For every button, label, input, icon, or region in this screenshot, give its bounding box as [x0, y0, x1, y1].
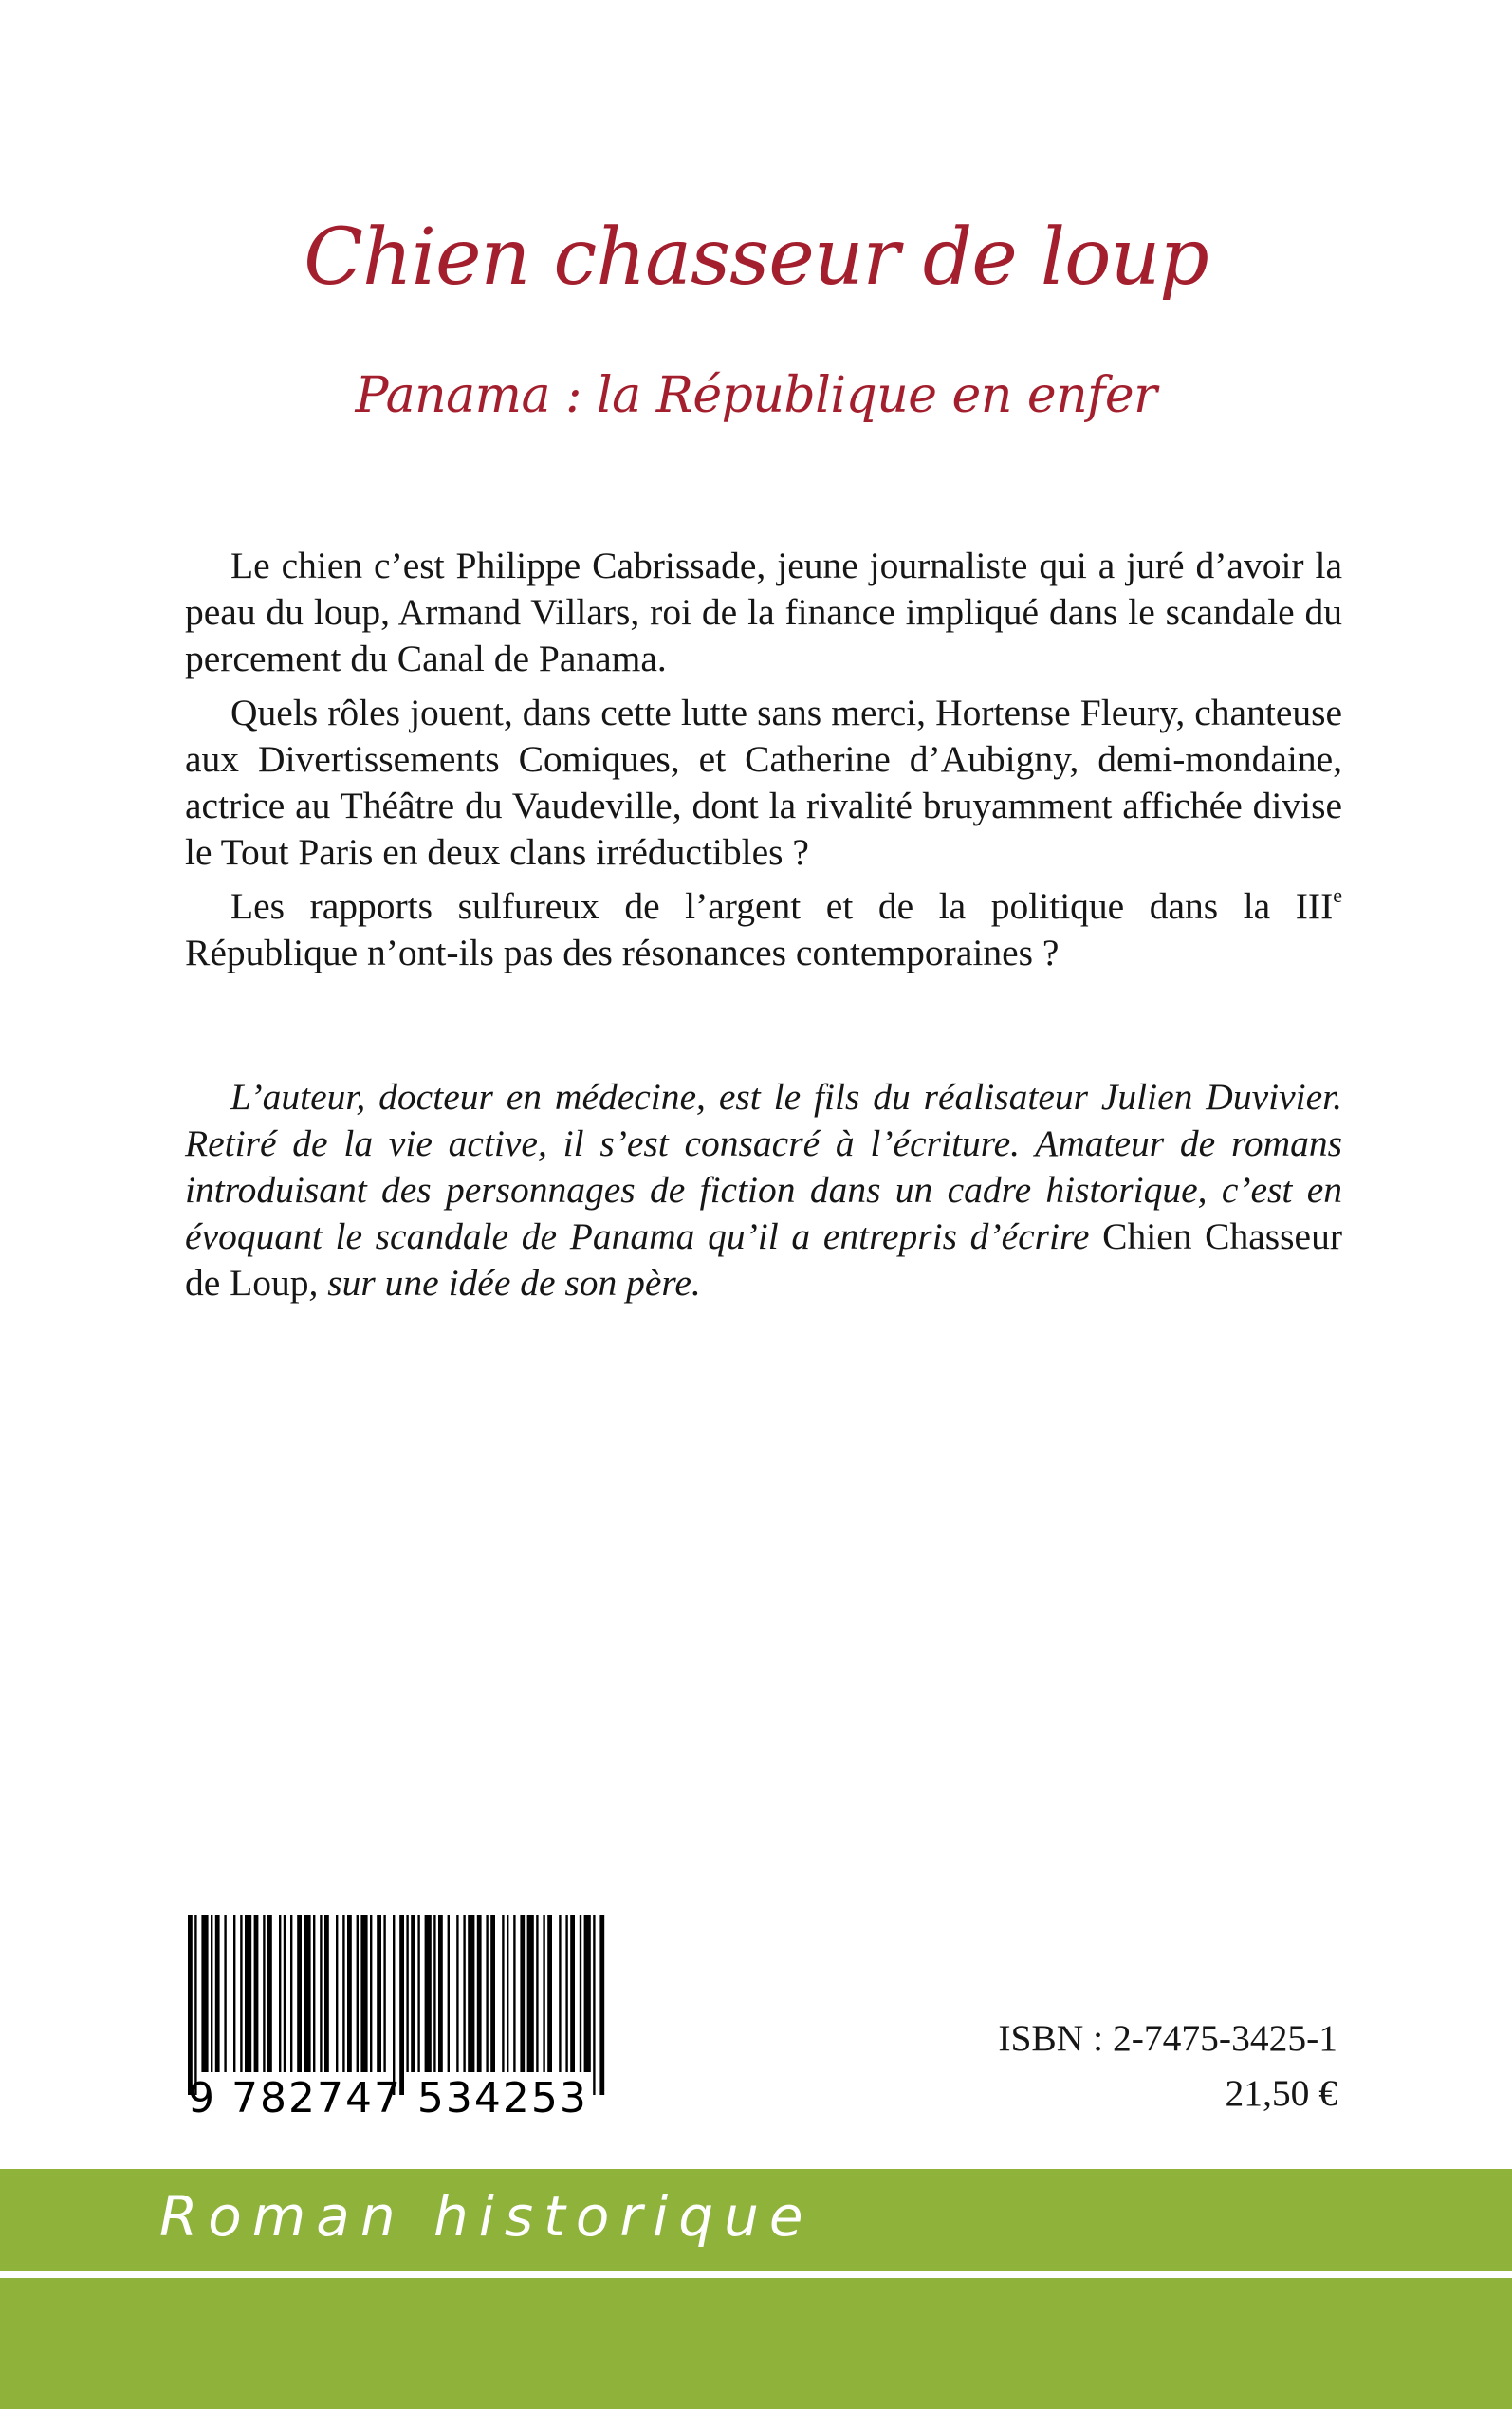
superscript-e: e	[1333, 883, 1342, 907]
barcode-bar	[347, 1915, 352, 2072]
price: 21,50 €	[1225, 2072, 1337, 2114]
barcode-bar	[320, 1915, 322, 2072]
barcode-bar	[324, 1915, 329, 2072]
barcode-bar	[425, 1915, 432, 2072]
barcode-bar	[370, 1915, 372, 2072]
barcode-bar	[245, 1915, 251, 2072]
footer-band	[0, 2169, 1512, 2409]
barcode-bar	[284, 1915, 286, 2072]
barcode-bar	[357, 1915, 359, 2072]
summary-paragraph-3-start: Les rapports sulfureux de l’argent et de la politique dans la III	[230, 885, 1334, 927]
summary-paragraph-2: Quels rôles jouent, dans cette lutte sans merci, Hortense Fleury, chanteuse aux Divertissements Comiques, et Catherine d’Aubigny, demi-mondaine, actrice au Théâtre du Vaudeville, dont la rivalité bruyamment affichée divise le Tout Paris en deux clans irréductibles ?	[185, 692, 1342, 873]
barcode-bar	[304, 1915, 310, 2072]
barcode-bar	[547, 1915, 552, 2072]
barcode-bar	[599, 1915, 604, 2095]
barcode-bar	[224, 1915, 226, 2072]
barcode-bar	[448, 1915, 450, 2072]
barcode-bar	[297, 1915, 302, 2072]
author-bio-part-2: , sur une idée de son père.	[308, 1262, 701, 1304]
barcode-bar	[520, 1915, 525, 2072]
barcode-bar	[593, 1915, 595, 2095]
summary-text	[185, 543, 1342, 984]
barcode-bar	[565, 1915, 567, 2072]
barcode-bar	[267, 1915, 272, 2072]
footer-bottom-band	[0, 2278, 1512, 2409]
barcode-bar	[477, 1915, 482, 2072]
barcode-bar	[399, 1915, 404, 2095]
book-subtitle: Panama : la République en enfer	[355, 367, 1157, 424]
book-title: Chien chasseur de loup	[304, 213, 1208, 303]
barcode-bar	[360, 1915, 367, 2072]
barcode-bar	[263, 1915, 265, 2072]
barcode-bar	[279, 1915, 281, 2072]
barcode-bar	[313, 1915, 315, 2072]
barcode-bar	[570, 1915, 575, 2072]
summary-paragraph-1: Le chien c’est Philippe Cabrissade, jeune journaliste qui a juré d’avoir la peau du loup, Armand Villars, roi de la finance impliqué dans le scandale du percement du Canal de Panama.	[185, 545, 1342, 679]
barcode-bar	[543, 1915, 544, 2072]
author-bio-part-1: L’auteur, docteur en médecine, est le fils du réalisateur Julien Duvivier. Retiré de la vie active, il s’est consacré à l’écriture. Amateur de romans introduisant des personnages de fiction dans un cadre historique, c’est en évoquant le scandale de Panama qu’il a entrepris d’écrire	[185, 1076, 1342, 1257]
summary-paragraph-3	[185, 883, 1342, 976]
barcode-bar	[406, 1915, 408, 2072]
barcode-bar	[536, 1915, 538, 2072]
barcode-bar	[433, 1915, 435, 2072]
barcode-bar	[290, 1915, 292, 2072]
barcode-bar	[393, 1915, 395, 2095]
genre-label: Roman historique	[159, 2184, 814, 2249]
barcode-bar	[456, 1915, 458, 2072]
author-bio	[185, 1074, 1342, 1306]
summary-paragraph-3-end: République n’ont-ils pas des résonances contemporaines ?	[185, 932, 1060, 973]
author-bio-book-title: Chien Chasseur de Loup	[185, 1215, 1342, 1304]
isbn: ISBN : 2-7475-3425-1	[998, 2017, 1337, 2059]
barcode-bar	[215, 1915, 220, 2072]
barcode-bar	[417, 1915, 419, 2072]
barcode-bar	[463, 1915, 465, 2072]
barcode	[188, 1915, 605, 2123]
barcode-bar	[233, 1915, 235, 2072]
barcode-digits: 9 782747 534253	[188, 2074, 588, 2122]
barcode-bar	[240, 1915, 242, 2072]
barcode-bar	[342, 1915, 344, 2072]
barcode-bar	[411, 1915, 415, 2072]
barcode-bar	[502, 1915, 504, 2072]
barcode-bar	[211, 1915, 212, 2072]
barcode-bar	[254, 1915, 259, 2072]
barcode-bar	[194, 1915, 196, 2095]
genre-band	[0, 2169, 1512, 2271]
barcode-bar	[559, 1915, 561, 2072]
barcode-bar	[490, 1915, 495, 2072]
barcode-bar	[507, 1915, 508, 2072]
barcode-bar	[438, 1915, 443, 2072]
barcode-bar	[486, 1915, 488, 2072]
barcode-bar	[527, 1915, 534, 2072]
barcode-bar	[383, 1915, 385, 2072]
barcode-bar	[584, 1915, 591, 2072]
barcode-bar	[580, 1915, 581, 2072]
barcode-bar	[468, 1915, 474, 2072]
barcode-bar	[377, 1915, 381, 2072]
barcode-bar	[188, 1915, 193, 2095]
barcode-bar	[336, 1915, 338, 2072]
barcode-bar	[201, 1915, 208, 2072]
barcode-bar	[513, 1915, 515, 2072]
